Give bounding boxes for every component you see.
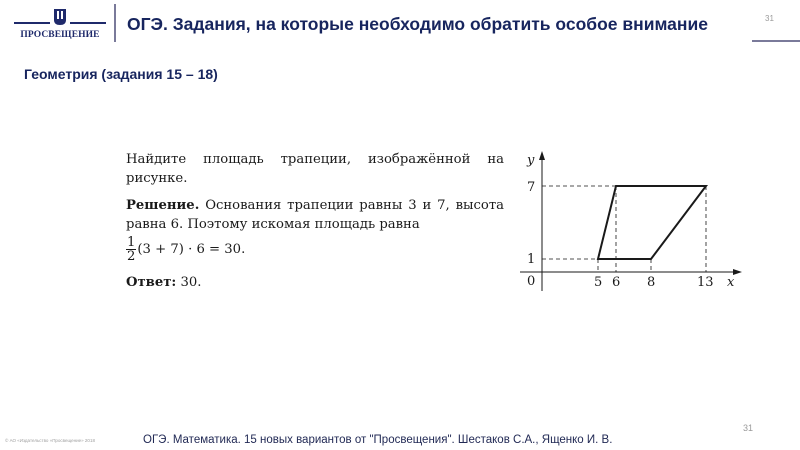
solution-label: Решение. [126, 198, 200, 213]
y-tick-7: 7 [527, 180, 536, 195]
answer-label: Ответ: [126, 275, 177, 290]
y-tick-1: 1 [527, 252, 536, 267]
copyright: © АО «Издательство «Просвещение» 2018 [5, 438, 95, 443]
publisher-logo [14, 8, 106, 44]
problem-statement: Найдите площадь трапеции, изображённой на рисунке. [126, 152, 504, 186]
x-tick-5: 5 [594, 275, 603, 290]
section-title: Геометрия (задания 15 – 18) [24, 66, 218, 82]
origin-label: 0 [527, 274, 536, 289]
page-number-top: 31 [765, 14, 774, 23]
logo-text: ПРОСВЕЩЕНИЕ [20, 30, 100, 40]
y-axis-arrow-icon [539, 151, 545, 160]
answer-line [126, 273, 504, 292]
y-axis-label: y [527, 153, 535, 168]
page-number-bottom: 31 [743, 423, 754, 433]
page-title: ОГЭ. Задания, на которые необходимо обратить особое внимание [127, 14, 708, 34]
solution-formula [126, 236, 504, 263]
problem-block [126, 150, 504, 292]
logo-emblem-icon [53, 8, 67, 26]
solution-text: Основания трапеции равны 3 и 7, высота равна 6. Поэтому искомая площадь равна [126, 198, 504, 232]
fraction-denominator: 2 [127, 249, 136, 264]
solution-paragraph [126, 196, 504, 234]
fraction [126, 236, 136, 263]
fraction-numerator: 1 [127, 235, 136, 250]
trapezoid-figure [515, 148, 745, 293]
x-axis-label: x [727, 275, 735, 290]
header-divider [114, 4, 116, 42]
header-rule [752, 40, 800, 42]
formula-rest: (3 + 7) · 6 = 30. [137, 242, 246, 257]
x-tick-8: 8 [647, 275, 656, 290]
logo-line-left [14, 22, 50, 24]
x-tick-13: 13 [697, 275, 714, 290]
logo-line-right [70, 22, 106, 24]
footer-source: ОГЭ. Математика. 15 новых вариантов от "Просвещения". Шестаков С.А., Ященко И. В. [143, 434, 613, 446]
x-tick-6: 6 [612, 275, 621, 290]
trapezoid-shape [598, 186, 706, 259]
x-axis-arrow-icon [733, 269, 742, 275]
answer-value: 30. [180, 275, 202, 290]
